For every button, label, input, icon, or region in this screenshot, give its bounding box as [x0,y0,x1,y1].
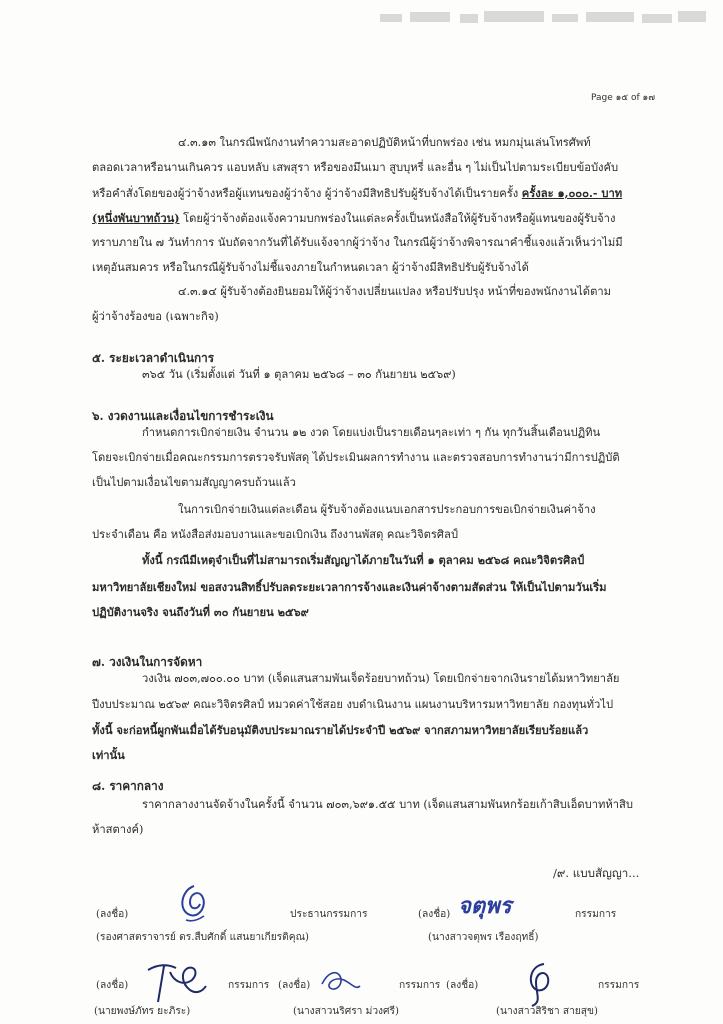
section-6-condition-line3: ปฏิบัติงานจริง จนถึงวันที่ ๓๐ กันยายน ๒๕๖๙ [92,605,309,619]
fine-amount: ครั้งละ ๑,๐๐๐.- บาท [521,186,623,200]
section-5-title: ๕. ระยะเวลาดำเนินการ [92,351,215,365]
bleed-through-marks [380,6,710,32]
section-6-line5: ประจำเดือน คือ หนังสือส่งมอบงานและขอเบิกเงิน ถึงงานพัสดุ คณะวิจิตรศิลป์ [92,528,458,541]
section-8-title: ๘. ราคากลาง [92,779,164,793]
clause-4-3-13-line4 [92,205,615,232]
member2-sign-label: (ลงชื่อ) [96,980,129,991]
section-8-line1: ราคากลางงานจัดจ้างในครั้งนี้ จำนวน ๗๐๓,๖๙๑.๕๕ บาท (เจ็ดแสนสามพันหกร้อยเก้าสิบเอ็ดบาทห้าสิบ [142,798,633,811]
member3-signature [318,962,364,1002]
member1-name: (นางสาวจตุพร เรืองฤทธิ์) [428,932,539,943]
member3-name: (นางสาวนริศรา ม่วงศรี) [293,1006,399,1017]
section-6-title: ๖. งวดงานและเงื่อนไขการชำระเงิน [92,409,274,423]
section-7-line2: ปีงบประมาณ ๒๕๖๙ คณะวิจิตรศิลป์ หมวดค่าใช้สอย งบดำเนินงาน แผนงานบริหารมหาวิทยาลัย กองทุนทั่วไป [92,698,614,711]
section-8-line2: ห้าสตางค์) [92,823,144,836]
section-7-line1: วงเงิน ๗๐๓,๗๐๐.๐๐ บาท (เจ็ดแสนสามพันเจ็ดร้อยบาทถ้วน) โดยเบิกจ่ายจากเงินรายได้มหาวิทยาลัย [142,672,620,685]
clause-4-3-13-line4-text: โดยผู้ว่าจ้างต้องแจ้งความบกพร่องในแต่ละครั้งเป็นหนังสือให้ผู้รับจ้างหรือผู้แทนของผู้รับจ้าง [179,212,616,225]
clause-4-3-14-line1: ๔.๓.๑๔ ผู้รับจ้างต้องยินยอมให้ผู้ว่าจ้างเปลี่ยนแปลง หรือปรับปรุง หน้าที่ของพนักงานได้ตาม [178,285,611,298]
section-6-line2: โดยจะเบิกจ่ายเมื่อคณะกรรมการตรวจรับพัสดุ ได้ประเมินผลการทำงาน และตรวจสอบการทำงานว่ามีการปฏิบัติ [92,451,620,464]
clause-4-3-13-line2: ตลอดเวลาหรือนานเกินควร แอบหลับ เสพสุรา หรือของมึนเมา สูบบุหรี่ และอื่น ๆ ไม่เป็นไปตามระเบียบข้อบังคับ [92,161,619,174]
clause-4-3-13-line6: เหตุอันสมควร หรือในกรณีผู้รับจ้างไม่ชี้แจงภายในกำหนดเวลา ผู้ว่าจ้างมีสิทธิปรับผู้รับจ้างได้ [92,261,529,274]
member4-sign-label: (ลงชื่อ) [446,980,479,991]
section-7-title: ๗. วงเงินในการจัดหา [92,655,203,669]
section-6-line4: ในการเบิกจ่ายเงินแต่ละเดือน ผู้รับจ้างต้องแนบเอกสารประกอบการขอเบิกจ่ายเงินค่าจ้าง [178,503,596,516]
member1-role: กรรมการ [575,909,617,920]
member4-name: (นางสาวสิริชา สายสุข) [496,1006,598,1017]
section-6-condition-line2: มหาวิทยาลัยเชียงใหม่ ขอสงวนสิทธิ์ปรับลดระยะเวลาการจ้างและเงินค่าจ้างตามสัดส่วน ให้เป็นไปตามวันเริ่ม [92,580,607,594]
chair-sign-label: (ลงชื่อ) [96,909,129,920]
member2-role: กรรมการ [228,980,270,991]
member2-name: (นายพงษ์ภัทร ยะภิระ) [94,1006,191,1017]
member1-signature: จตุพร [458,894,512,919]
clause-4-3-13-line5: ทราบภายใน ๗ วันทำการ นับถัดจากวันที่ได้รับแจ้งจากผู้ว่าจ้าง ในกรณีผู้ว่าจ้างพิจารณาคำชี้แจงแล้วเห็นว่าไม่มี [92,236,623,249]
fine-amount-words: (หนึ่งพันบาทถ้วน) [92,211,180,225]
section-6-line1: กำหนดการเบิกจ่ายเงิน จำนวน ๑๒ งวด โดยแบ่งเป็นรายเดือนๆละเท่า ๆ กัน ทุกวันสิ้นเดือนปฏิทิน [142,426,601,439]
member4-role: กรรมการ [598,980,640,991]
clause-4-3-13-line1: ๔.๓.๑๓ ในกรณีพนักงานทำความสะอาดปฏิบัติหน้าที่บกพร่อง เช่น หมกมุ่นเล่นโทรศัพท์ [178,136,591,149]
member1-sign-label: (ลงชื่อ) [418,909,451,920]
chair-signature [168,880,220,936]
clause-4-3-13-line3-text: หรือคำสั่งโดยของผู้ว่าจ้างหรือผู้แทนของผู้ว่าจ้าง ผู้ว่าจ้างมีสิทธิปรับผู้รับจ้างได้เป็นรายครั้ง [92,187,522,200]
section-7-condition-line1: ทั้งนี้ จะก่อหนี้ผูกพันเมื่อได้รับอนุมัติงบประมาณรายได้ประจำปี ๒๕๖๙ จากสภามหาวิทยาลัยเรียบร้อยแล้ว [92,723,589,737]
chair-name: (รองศาสตราจารย์ ดร.สืบศักดิ์ แสนยาเกียรติคุณ) [96,932,310,943]
section-7-condition-line2: เท่านั้น [92,748,125,762]
continuation-note: /๙. แบบสัญญา... [553,866,640,880]
clause-4-3-13-line3 [92,180,622,207]
chair-role: ประธานกรรมการ [290,909,368,920]
section-6-condition-line1: ทั้งนี้ กรณีมีเหตุจำเป็นที่ไม่สามารถเริ่มสัญญาได้ภายในวันที่ ๑ ตุลาคม ๒๕๖๘ คณะวิจิตรศิลป์ [142,553,585,567]
member3-role: กรรมการ [399,980,441,991]
member3-sign-label: (ลงชื่อ) [278,980,311,991]
clause-4-3-14-line2: ผู้ว่าจ้างร้องขอ (เฉพาะกิจ) [92,310,219,323]
section-5-line1: ๓๖๕ วัน (เริ่มตั้งแต่ วันที่ ๑ ตุลาคม ๒๕๖๘ – ๓๐ กันยายน ๒๕๖๙) [142,368,456,381]
section-6-line3: เป็นไปตามเงื่อนไขตามสัญญาครบถ้วนแล้ว [92,476,296,489]
page-number: Page ๑๕ of ๑๗ [590,93,655,103]
